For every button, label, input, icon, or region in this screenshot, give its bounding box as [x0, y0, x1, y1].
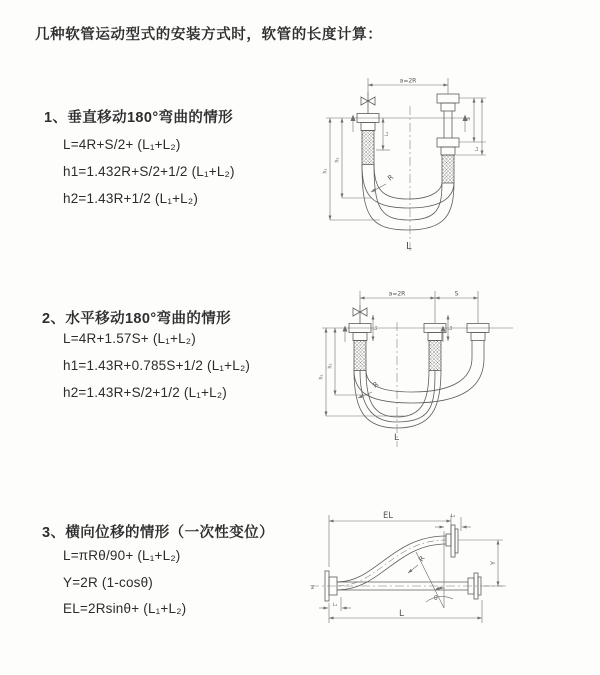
dim-a2r: [368, 78, 448, 95]
dim-label-l1: L₁: [385, 131, 390, 137]
dim-label-h2: h₂: [334, 157, 341, 163]
label-radius: [408, 554, 427, 573]
diagram-lateral-displacement: [298, 505, 600, 650]
left-flange-fitting: [357, 114, 379, 165]
dim-s: [456, 98, 486, 155]
formula-L-horizontal: L=4R+1.57S+ (L₁+L₂): [63, 331, 196, 346]
dim-label-theta: θ: [434, 595, 438, 602]
formula-L-lateral: L=πRθ/90+ (L₁+L₂): [63, 548, 181, 563]
dim-label-l1: L₁: [374, 325, 379, 331]
dim-label-el: EL: [382, 511, 394, 521]
dim-label-a2r: a=2R: [388, 290, 406, 298]
formula-EL-lateral: EL=2Rsinθ+ (L₁+L₂): [63, 601, 187, 616]
dim-label-l: L: [406, 241, 412, 252]
dim-l1: [319, 597, 351, 611]
dim-label-r: R: [417, 554, 427, 564]
formula-h1-vertical: h1=1.432R+S/2+1/2 (L₁+L₂): [63, 164, 235, 179]
dim-label-l2: L₂: [449, 325, 454, 331]
valve-icon: [353, 305, 367, 324]
dim-a2r-s: [360, 291, 478, 324]
dim-label-s: S: [466, 117, 472, 121]
formula-L-vertical: L=4R+S/2+ (L₁+L₂): [63, 137, 181, 152]
dim-label-a2r: a=2R: [399, 77, 417, 85]
dim-label-l1: L₁: [332, 603, 338, 608]
section-1-heading: 1、垂直移动180°弯曲的情形: [44, 110, 234, 126]
dim-label-l2: L₂: [450, 514, 456, 519]
dim-label-h1: h₁: [322, 168, 329, 174]
diagram-vertical-180-bend: [310, 68, 600, 263]
formula-h1-horizontal: h1=1.43R+0.785S+1/2 (L₁+L₂): [63, 358, 251, 373]
dim-l: [329, 600, 482, 623]
dim-el: [329, 511, 451, 567]
dim-label-l2: L₂: [475, 146, 480, 152]
dim-label-r: R: [371, 380, 381, 390]
dim-label-h1: h₁: [318, 374, 325, 380]
valve-icon: [361, 92, 375, 114]
dim-label-y: Y: [489, 561, 497, 565]
right-flange-fitting: [467, 324, 489, 359]
motion-arrows: [351, 115, 468, 133]
left-flange-fitting: [349, 324, 371, 371]
section-2-heading: 2、水平移动180°弯曲的情形: [42, 311, 232, 327]
dim-y: [458, 540, 503, 586]
formula-Y-lateral: Y=2R (1-cosθ): [63, 575, 154, 590]
formula-h2-vertical: h2=1.43R+1/2 (L₁+L₂): [63, 191, 199, 206]
upper-flange-fitting: [446, 525, 458, 557]
dim-label-l: L: [394, 433, 400, 443]
dim-label-s: S: [454, 290, 459, 298]
right-flange-fitting: [437, 94, 459, 183]
hose-u-bends: [354, 358, 484, 428]
dim-label-h2: h₂: [327, 363, 334, 369]
formula-h2-horizontal: h2=1.43R+S/2+1/2 (L₁+L₂): [63, 385, 227, 400]
section-3-heading: 3、横向位移的情形（一次性变位）: [42, 525, 274, 541]
dim-l2: [435, 513, 471, 531]
page-title: 几种软管运动型式的安装方式时，软管的长度计算：: [35, 27, 383, 43]
dim-label-l: L: [399, 609, 405, 619]
dim-label-r: R: [386, 173, 396, 183]
angle-theta: [416, 531, 453, 608]
axis-mark-z: z: [311, 584, 315, 591]
diagram-horizontal-180-bend: [308, 282, 600, 467]
